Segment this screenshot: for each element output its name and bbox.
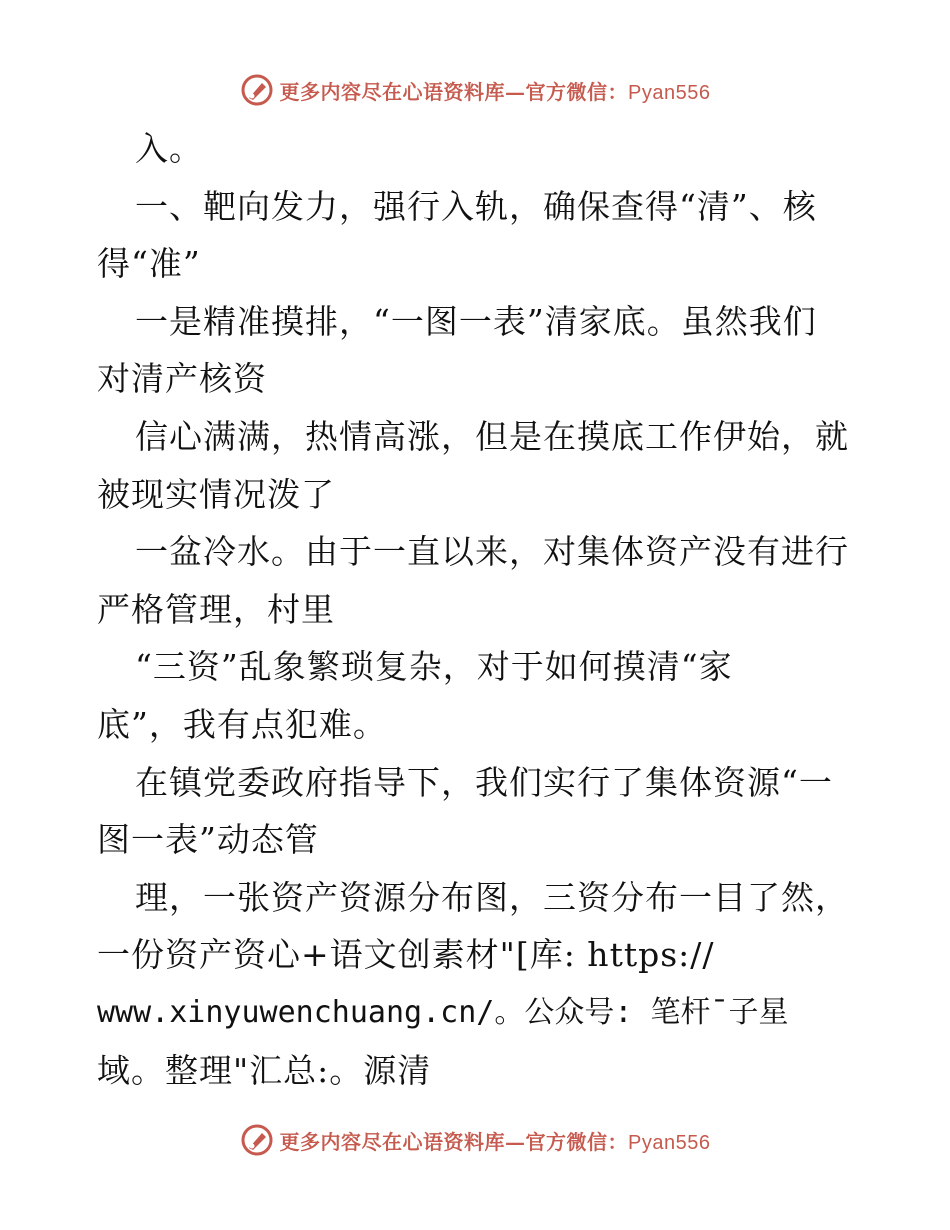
- doc-line: 一是精准摸排，“一图一表”清家底。虽然我们: [135, 301, 817, 341]
- doc-line: 信心满满，热情高涨，但是在摸底工作伊始，就: [135, 416, 849, 456]
- doc-line: 底”，我有点犯难。: [97, 704, 387, 744]
- doc-line: 一盆冷水。由于一直以来，对集体资产没有进行: [135, 532, 849, 572]
- doc-line: 被现实情况泼了: [97, 474, 335, 514]
- pen-logo-icon: [240, 1123, 274, 1157]
- doc-line: 理，一张资产资源分布图，三资分布一目了然，: [135, 877, 849, 917]
- document-body: [97, 120, 857, 1110]
- doc-line: www.xinyuwenchuang.cn/。公众号: 笔杆¯子星: [97, 994, 789, 1030]
- doc-line: 在镇党委政府指导下，我们实行了集体资源“一: [135, 762, 833, 802]
- pen-logo-icon: [240, 73, 274, 107]
- footer-banner: [0, 1120, 950, 1160]
- doc-line: 得“准”: [97, 244, 201, 284]
- doc-line: 图一表”动态管: [97, 820, 319, 860]
- header-wechat-id: Pyan556: [628, 81, 711, 104]
- doc-line: 对清产核资: [97, 359, 267, 399]
- footer-banner-text: 更多内容尽在心语资料库—官方微信：Pyan556: [279, 1129, 711, 1154]
- footer-wechat-id: Pyan556: [628, 1131, 711, 1154]
- doc-line: “三资”乱象繁琐复杂，对于如何摸清“家: [135, 647, 733, 687]
- doc-line: 严格管理，村里: [97, 589, 335, 629]
- doc-line: 域。整理"汇总:。源清: [97, 1050, 432, 1090]
- header-banner-text: 更多内容尽在心语资料库—官方微信：Pyan556: [279, 79, 711, 104]
- doc-line: 入。: [135, 129, 203, 168]
- doc-line: 一、靶向发力，强行入轨，确保查得“清”、核: [135, 186, 817, 226]
- doc-line: 一份资产资心+语文创素材"[库: https://: [97, 935, 715, 975]
- header-banner: [0, 70, 950, 110]
